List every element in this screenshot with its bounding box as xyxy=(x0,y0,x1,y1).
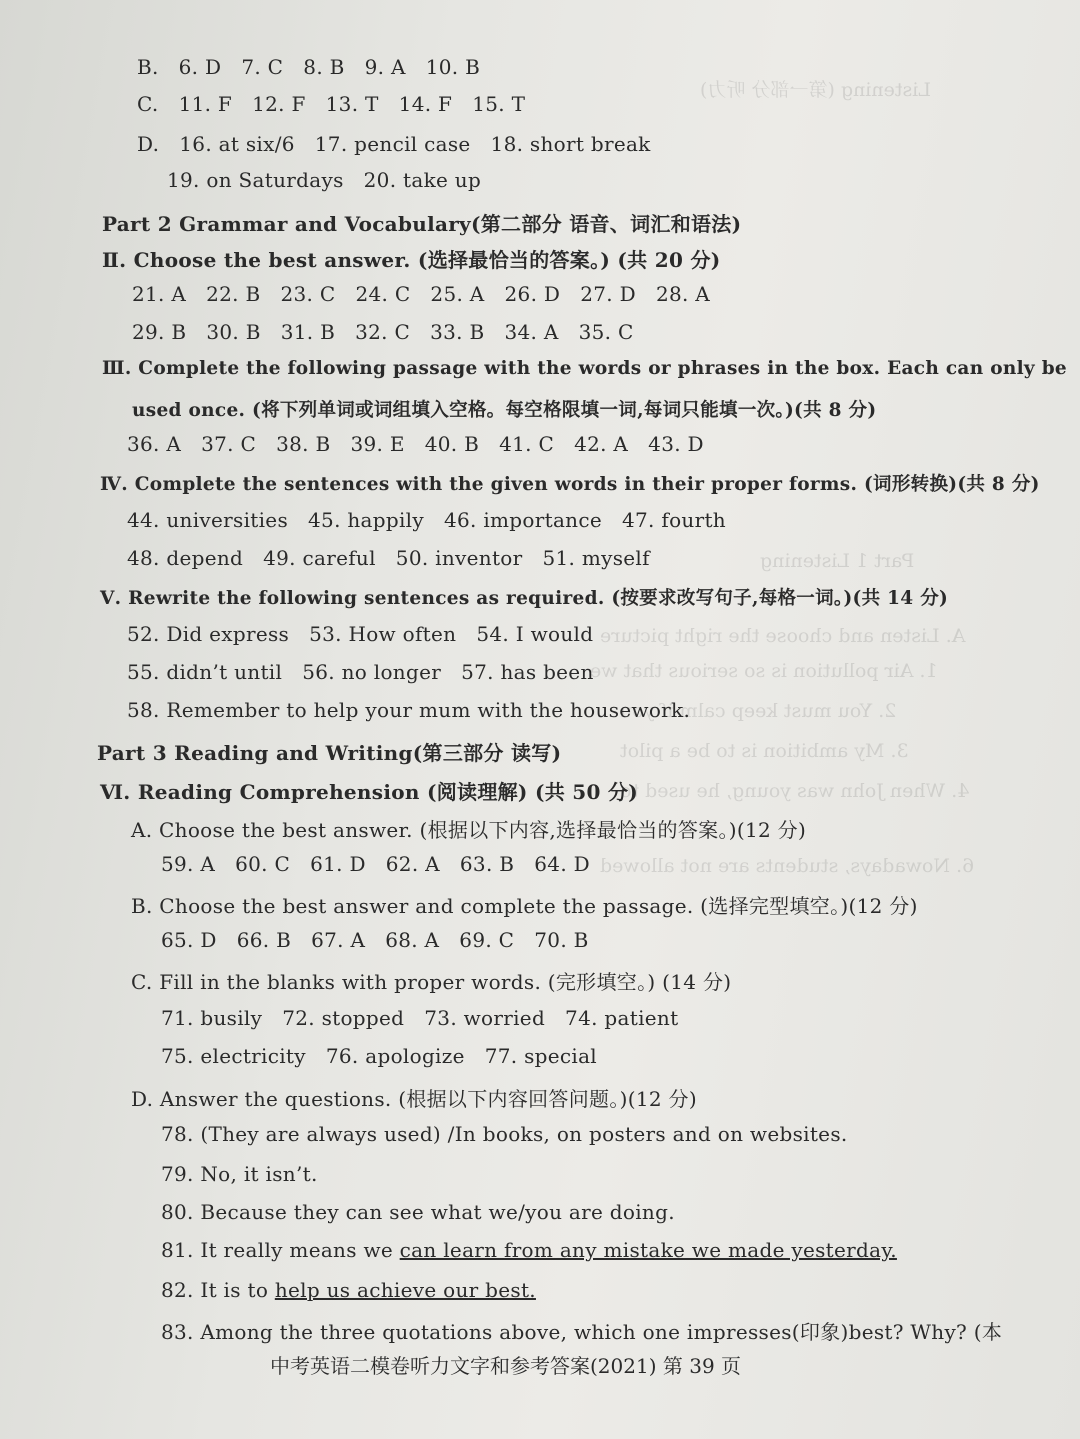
answer: 49. careful xyxy=(263,546,376,570)
label: C. xyxy=(137,92,159,116)
bleed-through-text: 6. Nowadays, students are not allowed xyxy=(600,855,975,877)
answer: 38. B xyxy=(276,432,331,456)
answer: 73. worried xyxy=(424,1006,546,1030)
section-heading: Ⅳ. Complete the sentences with the given words in their proper forms. (词形转换)(共 8 分) xyxy=(100,474,1040,495)
answer-row xyxy=(161,852,610,876)
bleed-through-text: Listening (第一部分 听力) xyxy=(700,79,931,101)
answer: 29. B xyxy=(132,320,187,344)
answer-line: 79. No, it isn’t. xyxy=(161,1162,318,1186)
answer: 76. apologize xyxy=(325,1044,465,1068)
answer: 40. B xyxy=(424,432,480,456)
answer-row xyxy=(161,1006,698,1030)
answer: 46. importance xyxy=(443,508,602,532)
answer: 13. T xyxy=(325,92,379,116)
bleed-through-text: 4. When John was young, he used to xyxy=(620,780,970,802)
answer: 42. A xyxy=(574,432,629,456)
answer: 7. C xyxy=(241,55,284,79)
answer: 54. I would xyxy=(476,622,594,646)
answer-line xyxy=(161,1238,897,1262)
answer: 57. has been xyxy=(461,660,594,684)
answer-row-c xyxy=(137,92,545,116)
section-heading: Ⅵ. Reading Comprehension (阅读理解) (共 50 分) xyxy=(100,780,639,804)
answer: 9. A xyxy=(364,55,406,79)
answer: 59. A xyxy=(161,852,216,876)
text: 82. It is to xyxy=(161,1278,275,1302)
answer: 62. A xyxy=(385,852,440,876)
answer: 45. happily xyxy=(308,508,424,532)
answer: 51. myself xyxy=(542,546,650,570)
label: B. xyxy=(137,55,159,79)
answer-line: 58. Remember to help your mum with the housework. xyxy=(127,698,691,722)
section-heading: used once. (将下列单词或词组填入空格。每空格限填一词,每词只能填一次。)(共 8 分) xyxy=(132,400,877,421)
answer: 32. C xyxy=(355,320,411,344)
label: D. xyxy=(137,132,160,156)
answer: 14. F xyxy=(398,92,453,116)
answer: 28. A xyxy=(655,282,711,306)
answer: 21. A xyxy=(132,282,187,306)
answer: 16. at six/6 xyxy=(179,132,295,156)
answer-row-b xyxy=(137,55,500,79)
subsection-heading: D. Answer the questions. (根据以下内容回答问题。)(12 分) xyxy=(131,1087,697,1111)
answer: 64. D xyxy=(534,852,590,876)
answer: 30. B xyxy=(206,320,261,344)
answer: 53. How often xyxy=(309,622,457,646)
answer-row xyxy=(127,508,746,532)
bleed-through-text: Part 1 Listening xyxy=(760,550,915,572)
text: 81. It really means we xyxy=(161,1238,400,1262)
answer: 10. B xyxy=(425,55,481,79)
answer: 11. F xyxy=(178,92,233,116)
underlined-text: can learn from any mistake we made yesterday. xyxy=(399,1238,897,1262)
subsection-heading: B. Choose the best answer and complete the passage. (选择完型填空。)(12 分) xyxy=(131,894,918,918)
answer-row xyxy=(161,1044,617,1068)
answer: 77. special xyxy=(484,1044,598,1068)
answer-row xyxy=(161,928,609,952)
answer: 24. C xyxy=(355,282,411,306)
answer: 55. didn’t until xyxy=(127,660,283,684)
bleed-through-text: A. Listen and choose the right picture xyxy=(600,625,966,647)
page-footer: 中考英语二模卷听力文字和参考答案(2021) 第 39 页 xyxy=(270,1354,742,1378)
bleed-through-text: 3. My ambition is to be a pilot xyxy=(620,740,909,762)
answer: 75. electricity xyxy=(161,1044,306,1068)
answer: 74. patient xyxy=(565,1006,679,1030)
answer-row-d xyxy=(137,132,671,156)
answer: 22. B xyxy=(206,282,261,306)
answer-row xyxy=(132,320,654,344)
answer: 67. A xyxy=(311,928,366,952)
answer: 8. B xyxy=(303,55,345,79)
subsection-heading: C. Fill in the blanks with proper words. (完形填空。) (14 分) xyxy=(131,970,732,994)
answer-row xyxy=(127,432,724,456)
answer: 35. C xyxy=(578,320,634,344)
answer: 19. on Saturdays xyxy=(167,168,344,192)
answer: 31. B xyxy=(280,320,336,344)
answer: 52. Did express xyxy=(127,622,290,646)
answer: 37. C xyxy=(201,432,257,456)
answer: 70. B xyxy=(534,928,589,952)
answer-line: 78. (They are always used) /In books, on posters and on websites. xyxy=(161,1122,848,1146)
answer: 41. C xyxy=(499,432,555,456)
answer-row xyxy=(127,546,670,570)
section-heading: Ⅲ. Complete the following passage with the words or phrases in the box. Each can only be xyxy=(102,358,1068,379)
answer: 72. stopped xyxy=(282,1006,405,1030)
answer: 48. depend xyxy=(127,546,244,570)
answer: 23. C xyxy=(280,282,336,306)
answer: 34. A xyxy=(504,320,559,344)
answer: 36. A xyxy=(127,432,182,456)
underlined-text: help us achieve our best. xyxy=(274,1278,536,1302)
subsection-heading: A. Choose the best answer. (根据以下内容,选择最恰当的答案。)(12 分) xyxy=(131,818,807,842)
answer: 25. A xyxy=(430,282,485,306)
answer: 20. take up xyxy=(363,168,482,192)
answer: 43. D xyxy=(648,432,704,456)
bleed-through-text: 1. Air pollution is so serious that we xyxy=(590,660,938,682)
answer: 18. short break xyxy=(490,132,651,156)
answer: 68. A xyxy=(385,928,440,952)
answer: 26. D xyxy=(504,282,561,306)
answer: 56. no longer xyxy=(302,660,442,684)
part-heading: Part 2 Grammar and Vocabulary(第二部分 语音、词汇和语法) xyxy=(102,212,742,236)
part-heading: Part 3 Reading and Writing(第三部分 读写) xyxy=(97,741,562,765)
answer: 60. C xyxy=(235,852,291,876)
answer: 69. C xyxy=(459,928,515,952)
answer: 47. fourth xyxy=(622,508,726,532)
answer: 61. D xyxy=(310,852,366,876)
answer: 71. busily xyxy=(161,1006,263,1030)
section-heading: Ⅱ. Choose the best answer. (选择最恰当的答案。) (共 20 分) xyxy=(102,248,721,272)
answer-line: 80. Because they can see what we/you are doing. xyxy=(161,1200,675,1224)
answer-row-d2 xyxy=(167,168,501,192)
answer: 39. E xyxy=(350,432,405,456)
answer-line xyxy=(161,1278,536,1302)
answer-line: 83. Among the three quotations above, which one impresses(印象)best? Why? (本 xyxy=(161,1320,1003,1344)
answer-row xyxy=(127,622,613,646)
answer: 15. T xyxy=(472,92,526,116)
answer: 33. B xyxy=(430,320,485,344)
section-heading: Ⅴ. Rewrite the following sentences as required. (按要求改写句子,每格一词。)(共 14 分) xyxy=(100,588,949,609)
answer: 17. pencil case xyxy=(314,132,471,156)
answer: 66. B xyxy=(236,928,292,952)
answer: 63. B xyxy=(459,852,515,876)
answer: 27. D xyxy=(580,282,636,306)
answer: 65. D xyxy=(161,928,217,952)
bleed-through-text: 2. You must keep calm if you xyxy=(620,700,897,722)
answer: 6. D xyxy=(178,55,222,79)
answer: 50. inventor xyxy=(395,546,523,570)
answer: 44. universities xyxy=(127,508,289,532)
answer: 12. F xyxy=(252,92,306,116)
answer-row xyxy=(127,660,614,684)
answer-row xyxy=(132,282,730,306)
